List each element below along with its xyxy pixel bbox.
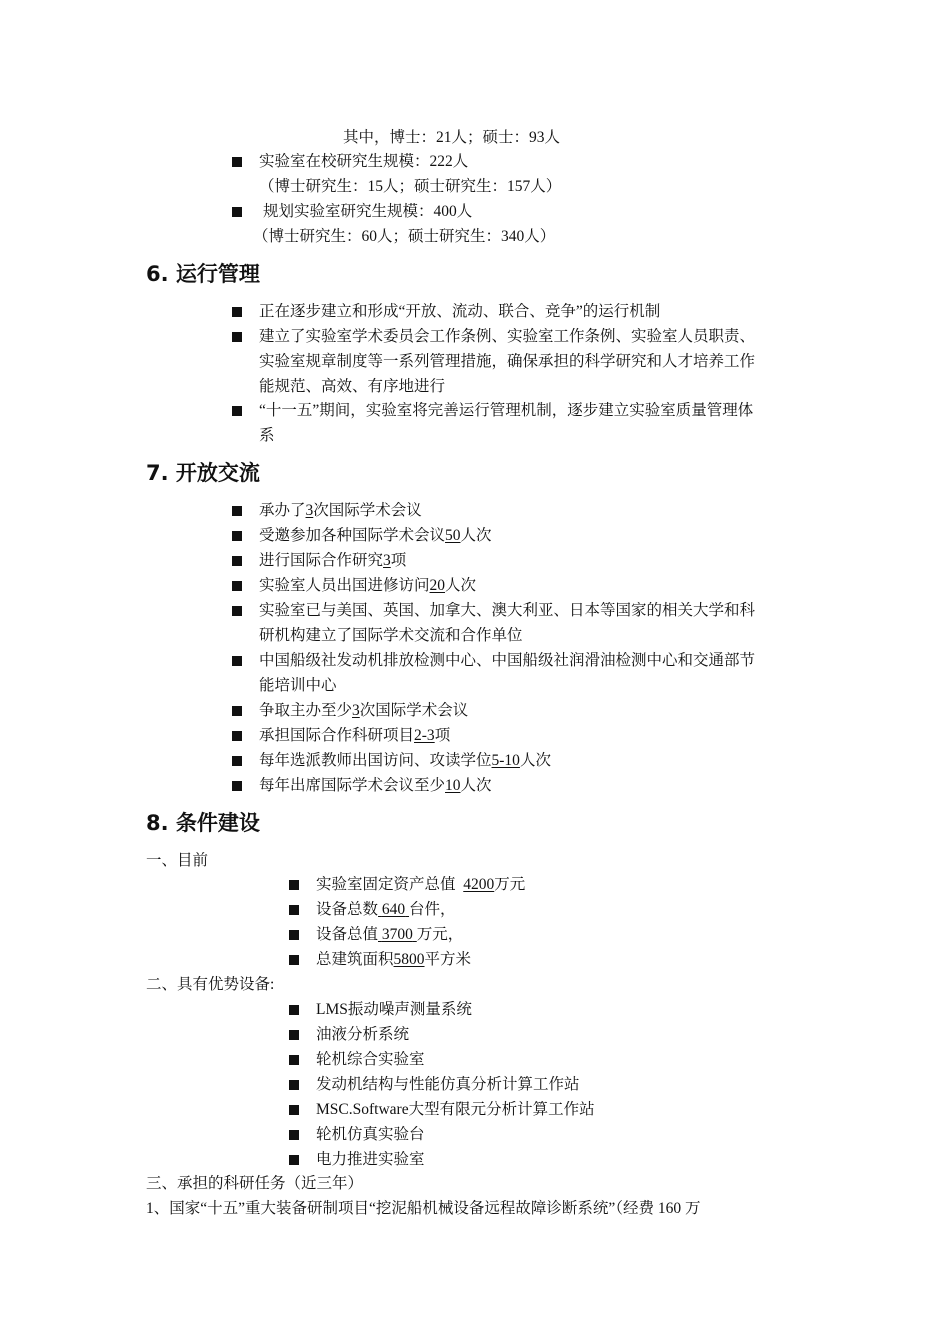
bullet-square-icon	[289, 930, 299, 940]
bullet-square-icon	[232, 581, 242, 591]
list-item: 承办了3次国际学术会议	[259, 502, 422, 519]
list-item: 实验室已与美国、英国、加拿大、澳大利亚、日本等国家的相关大学和科	[259, 602, 756, 619]
bullet-square-icon	[232, 207, 242, 217]
research-task-item: 1、国家“十五”重大装备研制项目“挖泥船机械设备远程故障诊断系统”（经费 160 万	[146, 1200, 701, 1217]
bullet-square-icon	[232, 606, 242, 616]
list-item: 承担国际合作科研项目2-3项	[259, 727, 451, 744]
list-item-continued: 系	[259, 427, 275, 444]
bullet-square-icon	[289, 955, 299, 965]
list-item: 争取主办至少3次国际学术会议	[259, 702, 469, 719]
list-item: 中国船级社发动机排放检测中心、中国船级社润滑油检测中心和交通部节	[259, 652, 756, 669]
bullet-square-icon	[232, 157, 242, 167]
list-item: 设备总数 640 台件，	[316, 901, 456, 918]
bullet-square-icon	[232, 556, 242, 566]
subsection-research-tasks: 三、承担的科研任务（近三年）	[146, 1175, 364, 1192]
bullet-square-icon	[289, 1130, 299, 1140]
section-heading-facilities: 8. 条件建设	[146, 811, 260, 835]
subsection-equipment: 二、具有优势设备:	[146, 976, 275, 993]
equipment-item: LMS振动噪声测量系统	[316, 1001, 472, 1018]
bullet-square-icon	[232, 756, 242, 766]
equipment-item: 电力推进实验室	[316, 1151, 425, 1168]
list-item: 建立了实验室学术委员会工作条例、实验室工作条例、实验室人员职责、	[259, 328, 756, 345]
list-item: 受邀参加各种国际学术会议50人次	[259, 527, 492, 544]
bullet-square-icon	[289, 1005, 299, 1015]
bullet-square-icon	[232, 506, 242, 516]
section-heading-open-exchange: 7. 开放交流	[146, 461, 260, 485]
list-item-continued: 实验室规章制度等一系列管理措施，确保承担的科学研究和人才培养工作	[259, 353, 756, 370]
bullet-square-icon	[232, 531, 242, 541]
bullet-square-icon	[232, 731, 242, 741]
equipment-item: 发动机结构与性能仿真分析计算工作站	[316, 1076, 580, 1093]
list-item: 每年出席国际学术会议至少10人次	[259, 777, 492, 794]
bullet-square-icon	[289, 905, 299, 915]
bullet-square-icon	[289, 1080, 299, 1090]
list-item: 进行国际合作研究3项	[259, 552, 407, 569]
bullet-square-icon	[232, 406, 242, 416]
bullet-square-icon	[289, 1055, 299, 1065]
bullet-square-icon	[232, 332, 242, 342]
planned-students-detail: （博士研究生：60人；硕士研究生：340人）	[253, 228, 556, 245]
bullet-square-icon	[232, 307, 242, 317]
list-item: 设备总值 3700 万元，	[316, 926, 464, 943]
doctor-master-count: 其中，博士：21人；硕士：93人	[343, 129, 561, 146]
current-students: 实验室在校研究生规模：222人	[259, 153, 469, 170]
current-students-detail: （博士研究生：15人；硕士研究生：157人）	[259, 178, 562, 195]
list-item: 正在逐步建立和形成“开放、流动、联合、竞争”的运行机制	[259, 303, 661, 320]
list-item: “十一五”期间，实验室将完善运行管理机制，逐步建立实验室质量管理体	[259, 402, 754, 419]
bullet-square-icon	[289, 1155, 299, 1165]
equipment-item: 轮机仿真实验台	[316, 1126, 425, 1143]
bullet-square-icon	[232, 706, 242, 716]
equipment-item: MSC.Software大型有限元分析计算工作站	[316, 1101, 595, 1118]
bullet-square-icon	[289, 880, 299, 890]
list-item-continued: 研机构建立了国际学术交流和合作单位	[259, 627, 523, 644]
bullet-square-icon	[289, 1105, 299, 1115]
list-item: 实验室人员出国进修访问20人次	[259, 577, 477, 594]
equipment-item: 轮机综合实验室	[316, 1051, 425, 1068]
bullet-square-icon	[232, 656, 242, 666]
equipment-item: 油液分析系统	[316, 1026, 410, 1043]
list-item: 每年选派教师出国访问、攻读学位5-10人次	[259, 752, 551, 769]
list-item: 总建筑面积5800平方米	[316, 951, 472, 968]
bullet-square-icon	[232, 781, 242, 791]
planned-students: 规划实验室研究生规模：400人	[263, 203, 473, 220]
list-item-continued: 能培训中心	[259, 677, 337, 694]
list-item-continued: 能规范、高效、有序地进行	[259, 378, 446, 395]
bullet-square-icon	[289, 1030, 299, 1040]
subsection-current: 一、目前	[146, 852, 209, 869]
list-item: 实验室固定资产总值 4200万元	[316, 876, 526, 893]
section-heading-operation: 6. 运行管理	[146, 262, 260, 286]
